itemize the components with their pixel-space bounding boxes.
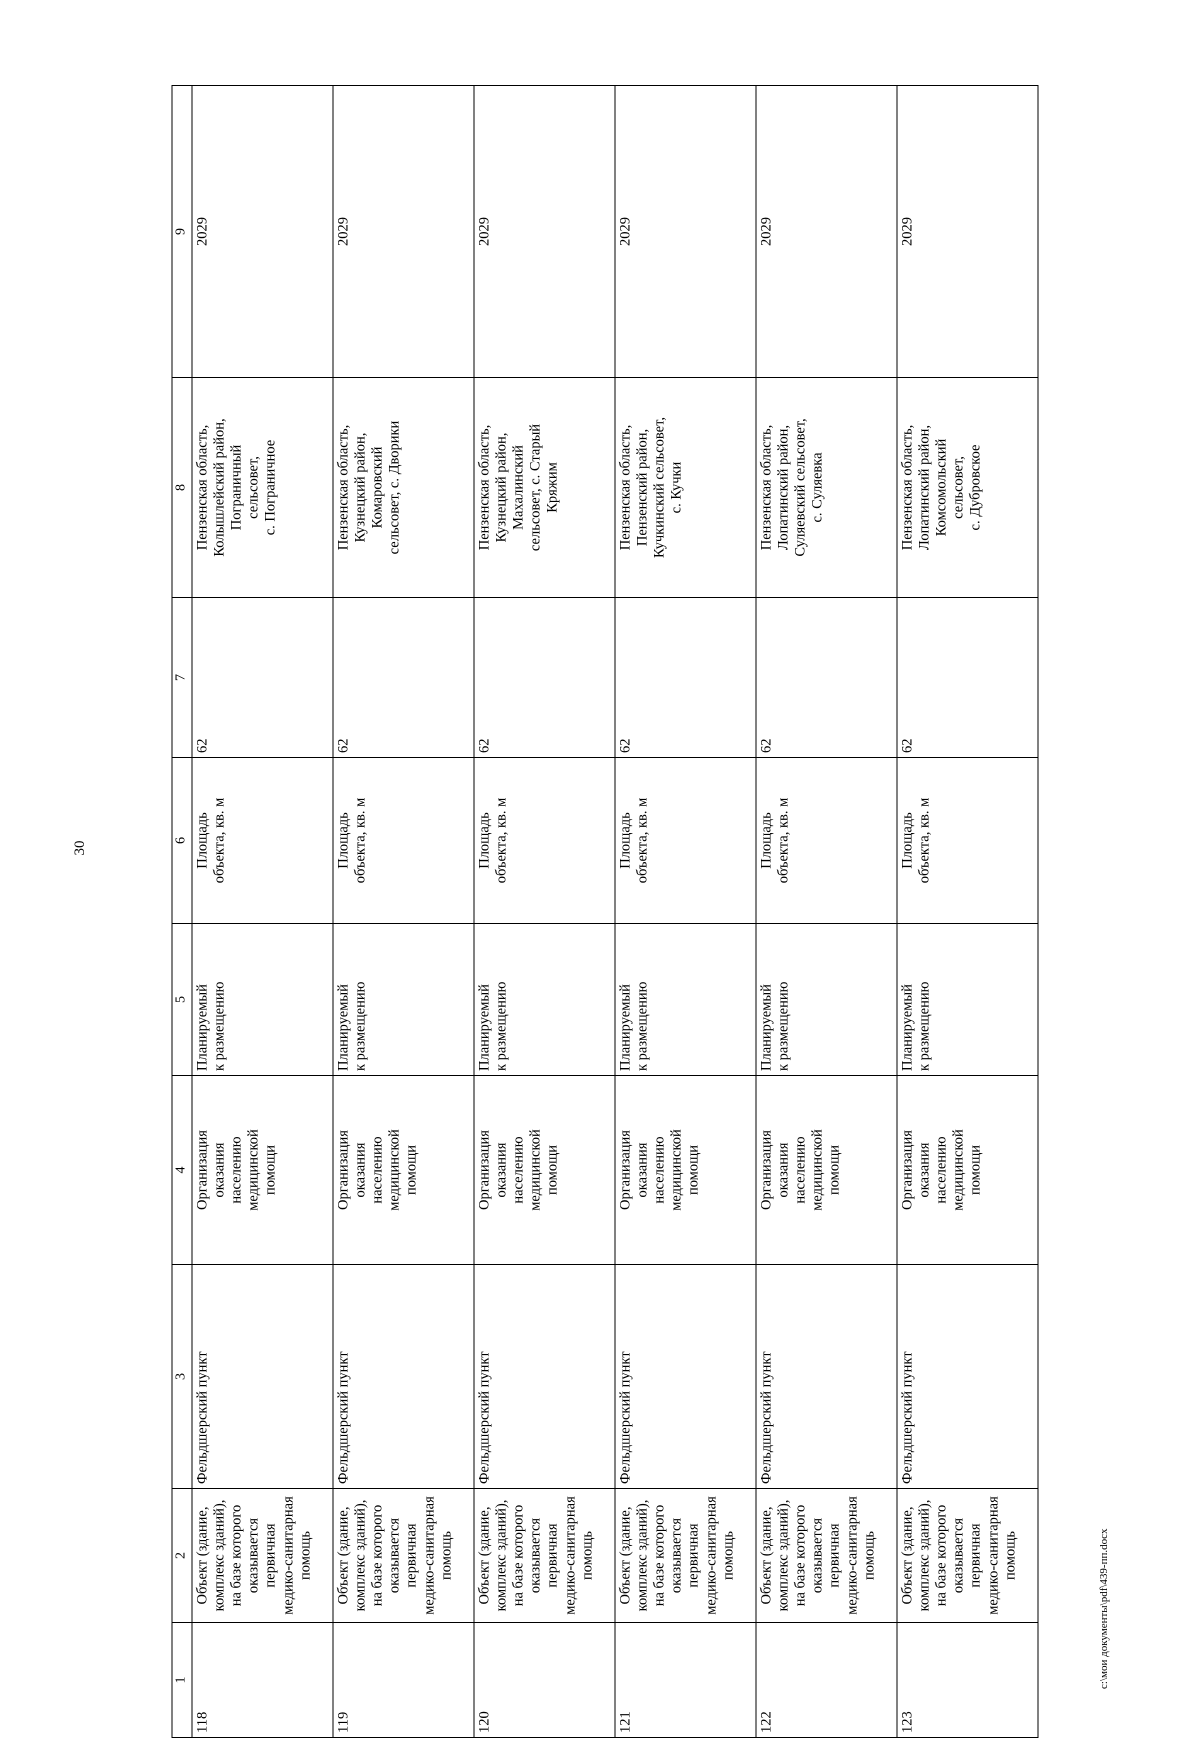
- object-name-cell: Фельдшерский пункт: [333, 1265, 474, 1489]
- status-cell: Планируемый к размещению: [333, 924, 474, 1076]
- page-number: 30: [72, 840, 88, 856]
- year-cell: 2029: [615, 86, 756, 378]
- characteristic-cell: Площадь объекта, кв. м: [615, 758, 756, 924]
- year-cell: 2029: [474, 86, 615, 378]
- year-cell: 2029: [192, 86, 333, 378]
- purpose-cell: Организация оказания населению медицинской помощи: [474, 1076, 615, 1265]
- location-cell: Пензенская область, Кузнецкий район, Комаровский сельсовет, с. Дворики: [333, 378, 474, 598]
- location-cell: Пензенская область, Лопатинский район, Комсомольский сельсовет, с. Дубровское: [897, 378, 1038, 598]
- row-number-cell: 120: [474, 1623, 615, 1738]
- column-header: 1: [172, 1623, 192, 1738]
- column-header: 2: [172, 1489, 192, 1623]
- row-number-cell: 123: [897, 1623, 1038, 1738]
- object-type-cell: Объект (здание, комплекс зданий), на базе которого оказывается первичная медико-санитарная помощь: [192, 1489, 333, 1623]
- table-row: [756, 86, 897, 1738]
- planned-objects-table: [172, 85, 1039, 1738]
- column-header: 5: [172, 924, 192, 1076]
- object-type-cell: Объект (здание, комплекс зданий), на базе которого оказывается первичная медико-санитарная помощь: [756, 1489, 897, 1623]
- characteristic-cell: Площадь объекта, кв. м: [333, 758, 474, 924]
- object-name-cell: Фельдшерский пункт: [474, 1265, 615, 1489]
- location-cell: Пензенская область, Пензенский район, Кучкинский сельсовет, с. Кучки: [615, 378, 756, 598]
- purpose-cell: Организация оказания населению медицинской помощи: [192, 1076, 333, 1265]
- year-cell: 2029: [756, 86, 897, 378]
- column-header: 7: [172, 598, 192, 758]
- status-cell: Планируемый к размещению: [897, 924, 1038, 1076]
- purpose-cell: Организация оказания населению медицинской помощи: [615, 1076, 756, 1265]
- row-number-cell: 121: [615, 1623, 756, 1738]
- file-path-footer: c:\мои документы\pdf\439-пп.docx: [1098, 1528, 1110, 1689]
- table-row: [615, 86, 756, 1738]
- column-header: 4: [172, 1076, 192, 1265]
- purpose-cell: Организация оказания населению медицинской помощи: [756, 1076, 897, 1265]
- characteristic-cell: Площадь объекта, кв. м: [897, 758, 1038, 924]
- status-cell: Планируемый к размещению: [615, 924, 756, 1076]
- value-cell: 62: [192, 598, 333, 758]
- column-number-row: [172, 86, 192, 1738]
- object-type-cell: Объект (здание, комплекс зданий), на базе которого оказывается первичная медико-санитарная помощь: [333, 1489, 474, 1623]
- column-header: 3: [172, 1265, 192, 1489]
- location-cell: Пензенская область, Кузнецкий район, Махалинский сельсовет, с. Старый Кряжим: [474, 378, 615, 598]
- status-cell: Планируемый к размещению: [474, 924, 615, 1076]
- row-number-cell: 119: [333, 1623, 474, 1738]
- table-row: [333, 86, 474, 1738]
- characteristic-cell: Площадь объекта, кв. м: [474, 758, 615, 924]
- year-cell: 2029: [897, 86, 1038, 378]
- location-cell: Пензенская область, Лопатинский район, Суляевский сельсовет, с. Суляевка: [756, 378, 897, 598]
- table-row: [897, 86, 1038, 1738]
- location-cell: Пензенская область, Колышлейский район, Пограничный сельсовет, с. Пограничное: [192, 378, 333, 598]
- object-name-cell: Фельдшерский пункт: [756, 1265, 897, 1489]
- row-number-cell: 118: [192, 1623, 333, 1738]
- status-cell: Планируемый к размещению: [756, 924, 897, 1076]
- object-name-cell: Фельдшерский пункт: [897, 1265, 1038, 1489]
- table-row: [192, 86, 333, 1738]
- column-header: 9: [172, 86, 192, 378]
- document-table-container: [172, 86, 1029, 1738]
- column-header: 8: [172, 378, 192, 598]
- table-row: [474, 86, 615, 1738]
- column-header: 6: [172, 758, 192, 924]
- value-cell: 62: [474, 598, 615, 758]
- object-name-cell: Фельдшерский пункт: [615, 1265, 756, 1489]
- status-cell: Планируемый к размещению: [192, 924, 333, 1076]
- object-type-cell: Объект (здание, комплекс зданий), на базе которого оказывается первичная медико-санитарная помощь: [615, 1489, 756, 1623]
- table-body: [192, 86, 1038, 1738]
- characteristic-cell: Площадь объекта, кв. м: [192, 758, 333, 924]
- purpose-cell: Организация оказания населению медицинской помощи: [333, 1076, 474, 1265]
- value-cell: 62: [333, 598, 474, 758]
- characteristic-cell: Площадь объекта, кв. м: [756, 758, 897, 924]
- object-name-cell: Фельдшерский пункт: [192, 1265, 333, 1489]
- value-cell: 62: [615, 598, 756, 758]
- value-cell: 62: [756, 598, 897, 758]
- object-type-cell: Объект (здание, комплекс зданий), на базе которого оказывается первичная медико-санитарная помощь: [474, 1489, 615, 1623]
- object-type-cell: Объект (здание, комплекс зданий), на базе которого оказывается первичная медико-санитарная помощь: [897, 1489, 1038, 1623]
- value-cell: 62: [897, 598, 1038, 758]
- purpose-cell: Организация оказания населению медицинской помощи: [897, 1076, 1038, 1265]
- row-number-cell: 122: [756, 1623, 897, 1738]
- year-cell: 2029: [333, 86, 474, 378]
